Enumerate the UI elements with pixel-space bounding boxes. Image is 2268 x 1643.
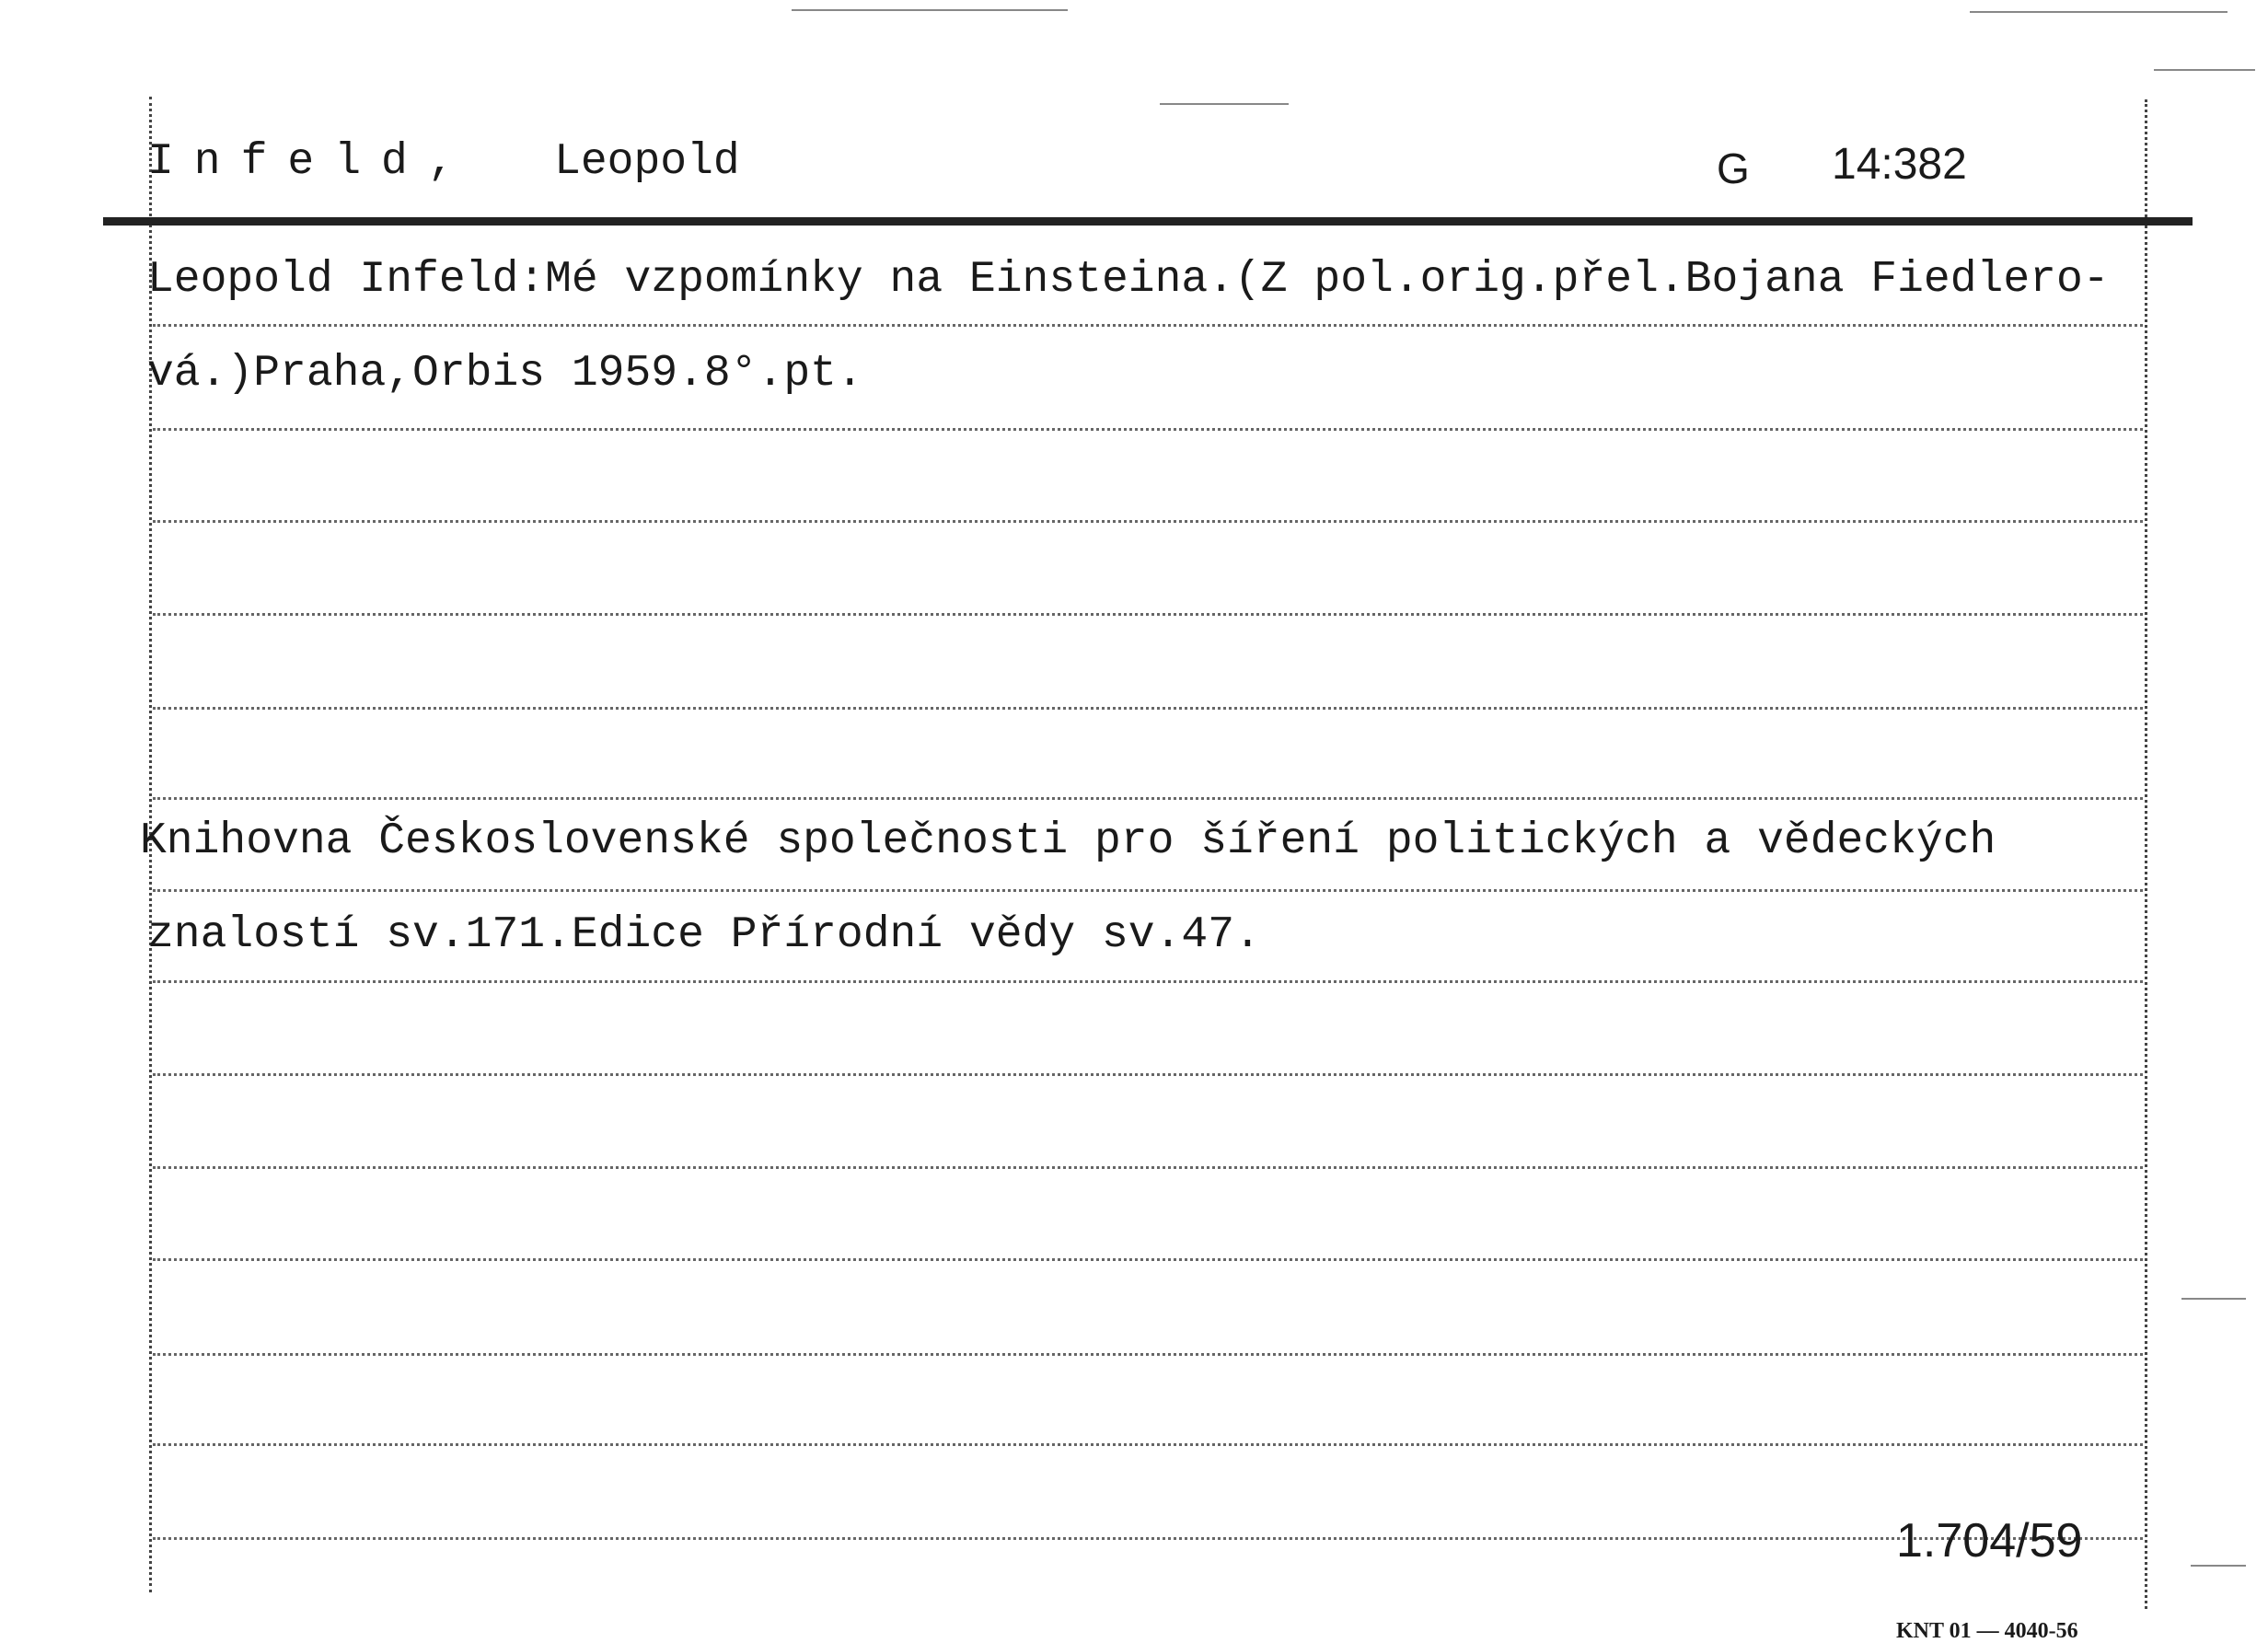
ruled-line <box>153 613 2143 616</box>
ruled-line <box>153 520 2143 523</box>
shelf-prefix: G <box>1717 145 1750 192</box>
card-form-code: KNT 01 — 4040-56 <box>1896 1619 2078 1643</box>
ruled-line <box>153 707 2143 710</box>
scan-noise <box>792 9 1068 11</box>
scan-noise <box>2191 1565 2246 1567</box>
ruled-line <box>153 1166 2143 1169</box>
ruled-line <box>153 428 2143 431</box>
series-line-1: Knihovna Československé společnosti pro šíření politických a vědeckých <box>140 816 1996 866</box>
author-surname: Infeld, <box>147 137 475 187</box>
scan-noise <box>2181 1298 2246 1300</box>
ruled-line <box>153 1443 2143 1446</box>
series-line-2: znalostí sv.171.Edice Přírodní vědy sv.47. <box>147 910 1261 960</box>
ruled-line <box>153 980 2143 983</box>
shelf-number: 14:382 <box>1832 140 1967 189</box>
heading-rule <box>103 217 2193 226</box>
description-line-2: vá.)Praha,Orbis 1959.8°.pt. <box>147 349 863 399</box>
accession-number: 1.704/59 <box>1896 1514 2083 1568</box>
ruled-line <box>153 1353 2143 1356</box>
ruled-line <box>153 1258 2143 1261</box>
ruled-line <box>153 889 2143 892</box>
scan-noise <box>1970 11 2228 13</box>
author-given-name: Leopold <box>554 137 740 187</box>
ruled-line <box>153 1073 2143 1076</box>
card-right-margin-line <box>2145 99 2147 1609</box>
ruled-line <box>153 797 2143 800</box>
scan-noise <box>2154 69 2255 71</box>
ruled-line <box>153 1537 2143 1540</box>
scan-noise <box>1160 103 1289 105</box>
description-line-1: Leopold Infeld:Mé vzpomínky na Einsteina.(Z pol.orig.přel.Bojana Fiedlero- <box>147 255 2110 305</box>
author-heading <box>147 137 740 187</box>
ruled-line <box>153 324 2143 327</box>
